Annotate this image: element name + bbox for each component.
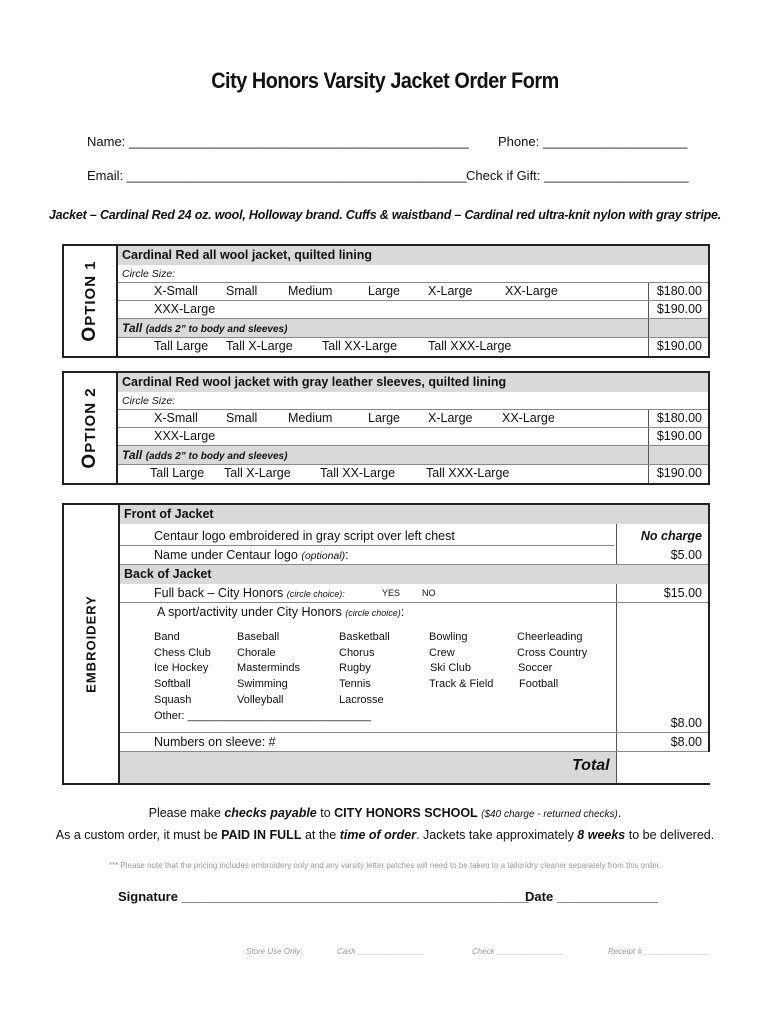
size-large[interactable]: Large bbox=[368, 284, 400, 298]
gift-label: Check if Gift: bbox=[466, 168, 541, 183]
embroidery-side bbox=[64, 505, 120, 783]
size-xsmall[interactable]: X-Small bbox=[154, 284, 198, 298]
yes-option[interactable]: YES bbox=[382, 588, 401, 598]
sport-option[interactable]: Chorus bbox=[339, 647, 375, 659]
price-divider bbox=[648, 409, 649, 483]
price-xxx: $190.00 bbox=[656, 429, 702, 443]
total-field[interactable] bbox=[616, 752, 710, 783]
name-under-label: Name under Centaur logo (optional): bbox=[154, 548, 349, 562]
price-tall: $190.00 bbox=[656, 466, 702, 480]
embroidery-label: EMBROIDERY bbox=[83, 595, 99, 693]
sport-option[interactable]: Baseball bbox=[237, 631, 280, 643]
option1-tall-row[interactable] bbox=[118, 337, 708, 355]
price-divider bbox=[616, 584, 617, 752]
tall-xlarge[interactable]: Tall X-Large bbox=[226, 339, 293, 353]
name-field[interactable] bbox=[87, 134, 469, 149]
gift-field[interactable] bbox=[466, 168, 689, 183]
sport-option[interactable]: Cheerleading bbox=[517, 631, 583, 643]
phone-line: ____________________ bbox=[542, 134, 688, 149]
name-label: Name: bbox=[87, 134, 126, 149]
divider bbox=[118, 445, 708, 446]
email-line: _______________________________________________ bbox=[126, 168, 467, 183]
divider bbox=[120, 564, 708, 565]
sport-option[interactable]: Track & Field bbox=[429, 678, 494, 690]
sport-price-row bbox=[120, 714, 708, 732]
option2-side bbox=[64, 373, 118, 483]
embroidery-body bbox=[120, 505, 708, 783]
disclaimer-note: *** Please note that the pricing includes embroidery only and any varsity letter patches will need to be taken to a tailor/dry cleaner separately from this order. bbox=[108, 861, 662, 870]
total-label: Total bbox=[572, 757, 610, 774]
option1-side bbox=[64, 246, 118, 356]
divider bbox=[118, 464, 708, 465]
option2-xxx-row[interactable] bbox=[118, 427, 708, 445]
sport-label: A sport/activity under City Honors (circle choice): bbox=[157, 605, 405, 619]
sport-option[interactable]: Rugby bbox=[339, 662, 371, 674]
option1-circle-size: Circle Size: bbox=[122, 268, 176, 280]
option1-header: Cardinal Red all wool jacket, quilted lining bbox=[118, 246, 708, 265]
embroidery-section bbox=[62, 503, 710, 785]
option2-section bbox=[62, 371, 710, 485]
sport-option[interactable]: Basketball bbox=[339, 631, 390, 643]
full-back-row[interactable] bbox=[120, 584, 708, 602]
no-option[interactable]: NO bbox=[422, 588, 436, 598]
full-back-label: Full back – City Honors (circle choice): bbox=[154, 586, 345, 600]
date-label: Date bbox=[525, 889, 554, 904]
option1-xxx-row[interactable] bbox=[118, 300, 708, 318]
sport-option[interactable]: Swimming bbox=[237, 678, 288, 690]
signature-label: Signature bbox=[118, 889, 178, 904]
divider bbox=[118, 409, 708, 410]
sport-option[interactable]: Squash bbox=[154, 694, 192, 706]
tall-xxxlarge[interactable]: Tall XXX-Large bbox=[428, 339, 512, 353]
option1-label: OPTION 1 bbox=[79, 260, 100, 342]
divider bbox=[118, 318, 708, 319]
size-xlarge[interactable]: X-Large bbox=[428, 284, 473, 298]
option2-header: Cardinal Red wool jacket with gray leather sleeves, quilted lining bbox=[118, 373, 708, 392]
option2-label: OPTION 2 bbox=[79, 387, 100, 469]
gift-line: ____________________ bbox=[544, 168, 689, 183]
sport-option[interactable]: Chorale bbox=[237, 647, 276, 659]
option2-tall-row[interactable] bbox=[118, 464, 708, 482]
sport-option[interactable]: Bowling bbox=[429, 631, 468, 643]
sport-option[interactable]: Chess Club bbox=[154, 647, 211, 659]
size-xlarge[interactable]: X-Large bbox=[428, 411, 473, 425]
date-line: ______________ bbox=[556, 889, 659, 904]
divider bbox=[120, 732, 708, 733]
tall-xlarge[interactable]: Tall X-Large bbox=[224, 466, 291, 480]
centaur-price: No charge bbox=[640, 529, 702, 543]
price-regular: $180.00 bbox=[656, 411, 702, 425]
full-back-price: $15.00 bbox=[663, 586, 702, 600]
size-medium[interactable]: Medium bbox=[288, 411, 333, 425]
sport-option[interactable]: Masterminds bbox=[237, 662, 300, 674]
sport-option[interactable]: Soccer bbox=[518, 662, 553, 674]
divider bbox=[118, 282, 708, 283]
size-large[interactable]: Large bbox=[368, 411, 400, 425]
option1-body bbox=[118, 246, 708, 356]
size-medium[interactable]: Medium bbox=[288, 284, 333, 298]
option2-size-row[interactable] bbox=[118, 409, 708, 427]
store-cash-field[interactable]: Cash _______________ bbox=[337, 947, 425, 956]
price-regular: $180.00 bbox=[656, 284, 702, 298]
jacket-description: Jacket – Cardinal Red 24 oz. wool, Holloway brand. Cuffs & waistband – Cardinal red ultra-knit nylon with gray stripe. bbox=[48, 208, 722, 222]
price-tall: $190.00 bbox=[656, 339, 702, 353]
option1-tall-header: Tall (adds 2” to body and sleeves) bbox=[118, 319, 708, 337]
sport-grid[interactable] bbox=[154, 631, 614, 727]
total-row bbox=[120, 752, 708, 783]
size-small[interactable]: Small bbox=[226, 284, 258, 298]
divider bbox=[118, 427, 708, 428]
option2-circle-size: Circle Size: bbox=[122, 395, 176, 407]
price-xxx: $190.00 bbox=[656, 302, 702, 316]
size-small[interactable]: Small bbox=[226, 411, 258, 425]
store-check-field[interactable]: Check _______________ bbox=[472, 947, 564, 956]
sport-option[interactable]: Cross Country bbox=[517, 647, 588, 659]
price-divider bbox=[648, 282, 649, 356]
numbers-sleeve-label: Numbers on sleeve: # bbox=[154, 735, 276, 749]
other-sport-field[interactable]: Other: ______________________________ bbox=[154, 710, 372, 722]
sport-option[interactable]: Band bbox=[154, 631, 180, 643]
email-label: Email: bbox=[87, 168, 124, 183]
signature-line: ________________________________________________ bbox=[181, 889, 529, 904]
divider bbox=[120, 545, 614, 546]
store-use-label: Store Use Only: bbox=[246, 947, 303, 956]
sport-option[interactable]: Tennis bbox=[339, 678, 371, 690]
tall-xxxlarge[interactable]: Tall XXX-Large bbox=[426, 466, 510, 480]
centaur-logo-label: Centaur logo embroidered in gray script over left chest bbox=[154, 529, 455, 543]
option1-section bbox=[62, 244, 710, 358]
store-receipt-field[interactable]: Receipt #_______________ bbox=[608, 947, 709, 956]
sport-option[interactable]: Ice Hockey bbox=[154, 662, 209, 674]
sport-option[interactable]: Football bbox=[519, 678, 559, 690]
sport-price: $8.00 bbox=[670, 716, 702, 730]
payment-note: Please make checks payable to CITY HONORS SCHOOL ($40 charge - returned checks). bbox=[148, 806, 622, 820]
tall-large[interactable]: Tall Large bbox=[154, 339, 209, 353]
option2-body bbox=[118, 373, 708, 483]
tall-xxlarge[interactable]: Tall XX-Large bbox=[320, 466, 396, 480]
name-line: _______________________________________________ bbox=[128, 134, 469, 149]
form-title: City Honors Varsity Jacket Order Form bbox=[211, 68, 559, 93]
sport-option[interactable]: Lacrosse bbox=[339, 694, 384, 706]
size-xxxlarge[interactable]: XXX-Large bbox=[154, 302, 216, 316]
sport-option[interactable]: Ski Club bbox=[430, 662, 471, 674]
divider bbox=[118, 337, 708, 338]
price-divider bbox=[616, 524, 617, 565]
tall-xxlarge[interactable]: Tall XX-Large bbox=[322, 339, 398, 353]
centaur-row[interactable] bbox=[120, 527, 708, 545]
numbers-row[interactable] bbox=[120, 733, 708, 751]
sport-option[interactable]: Volleyball bbox=[237, 694, 284, 706]
size-xsmall[interactable]: X-Small bbox=[154, 411, 198, 425]
size-xxlarge[interactable]: XX-Large bbox=[502, 411, 555, 425]
name-under-price: $5.00 bbox=[670, 548, 702, 562]
back-header: Back of Jacket bbox=[120, 565, 708, 584]
divider bbox=[120, 602, 708, 603]
divider bbox=[118, 300, 708, 301]
date-field[interactable] bbox=[525, 889, 658, 904]
size-xxxlarge[interactable]: XXX-Large bbox=[154, 429, 216, 443]
numbers-price: $8.00 bbox=[670, 735, 702, 749]
front-header: Front of Jacket bbox=[120, 505, 708, 524]
phone-label: Phone: bbox=[498, 134, 540, 149]
sport-row bbox=[120, 603, 708, 621]
option2-tall-header: Tall (adds 2” to body and sleeves) bbox=[118, 446, 708, 464]
sport-option[interactable]: Softball bbox=[154, 678, 191, 690]
custom-order-note: As a custom order, it must be PAID IN FULL at the time of order. Jackets take approximately 8 weeks to be delivered. bbox=[55, 828, 715, 842]
divider bbox=[120, 751, 708, 752]
size-xxlarge[interactable]: XX-Large bbox=[505, 284, 558, 298]
phone-field[interactable] bbox=[498, 134, 687, 149]
sport-option[interactable]: Crew bbox=[429, 647, 455, 659]
email-field[interactable] bbox=[87, 168, 467, 183]
tall-large[interactable]: Tall Large bbox=[150, 466, 205, 480]
option1-size-row[interactable] bbox=[118, 282, 708, 300]
signature-field[interactable] bbox=[118, 889, 529, 904]
name-under-row[interactable] bbox=[120, 546, 708, 564]
